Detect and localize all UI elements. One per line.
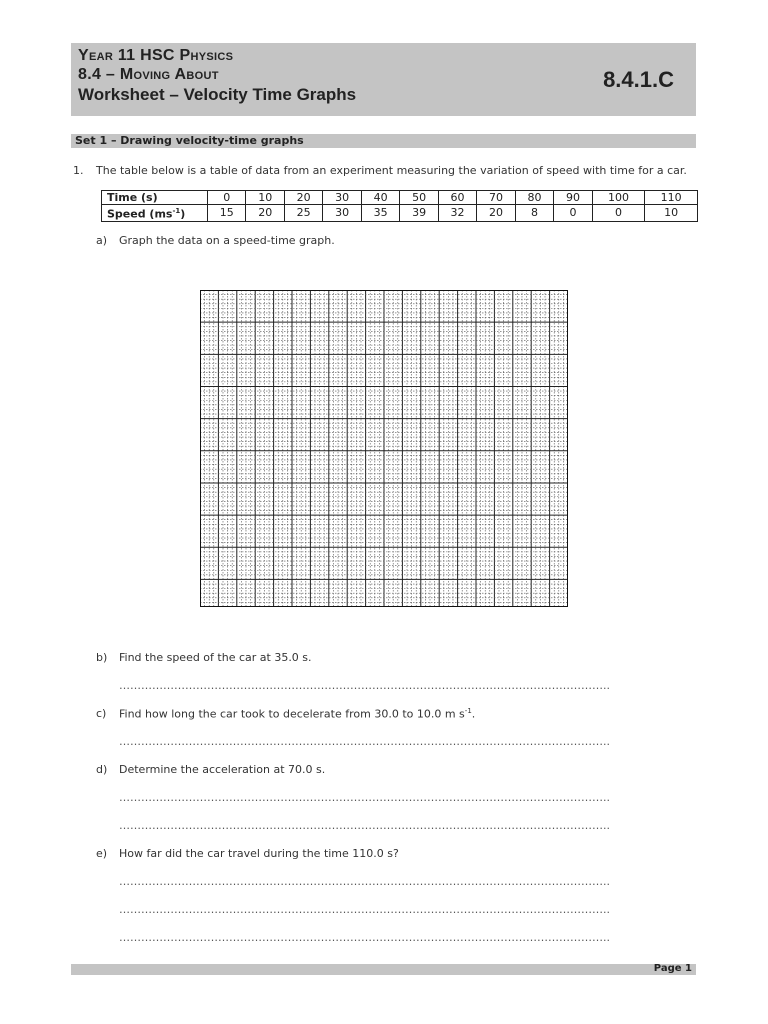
answer-line: …………………………………………………………………………………………………………………….. [119,931,610,944]
speed-cell: 15 [208,205,246,222]
speed-cell: 8 [515,205,553,222]
speed-cell: 32 [438,205,476,222]
page-number: Page 1 [653,963,692,974]
answer-line: …………………………………………………………………………………………………………………….. [119,735,610,748]
part-a-text: Graph the data on a speed-time graph. [119,234,335,247]
page-footer [71,964,696,975]
worksheet-code: 8.4.1.C [603,67,674,92]
question-1-text: The table below is a table of data from an experiment measuring the variation of speed with time for a car. [96,164,687,177]
part-d-text: Determine the acceleration at 70.0 s. [119,763,326,776]
speed-cell: 39 [400,205,438,222]
part-a-label: a) [96,234,108,247]
answer-line: …………………………………………………………………………………………………………………….. [119,903,610,916]
speed-cell: 0 [592,205,645,222]
set-heading: Set 1 – Drawing velocity-time graphs [75,134,304,147]
answer-line: …………………………………………………………………………………………………………………….. [119,819,610,832]
time-cell: 100 [592,191,645,205]
time-header: Time (s) [102,191,208,205]
speed-row [102,205,698,222]
answer-line: …………………………………………………………………………………………………………………….. [119,875,610,888]
time-cell: 60 [438,191,476,205]
speed-cell: 25 [284,205,322,222]
time-cell: 40 [361,191,399,205]
speed-cell: 35 [361,205,399,222]
speed-cell: 20 [477,205,515,222]
speed-cell: 20 [246,205,284,222]
part-c-text: Find how long the car took to decelerate from 30.0 to 10.0 m $s^{-1}$. [119,707,476,721]
time-cell: 0 [208,191,246,205]
part-e-label: e) [96,847,108,860]
time-cell: 20 [284,191,322,205]
answer-line: …………………………………………………………………………………………………………………….. [119,679,610,692]
course-title: Year 11 HSC Physics [78,47,234,64]
answer-line: …………………………………………………………………………………………………………………….. [119,791,610,804]
graph-grid [200,290,569,608]
part-b-label: b) [96,651,108,664]
question-1-number: 1. [73,164,84,177]
speed-cell: 10 [645,205,698,222]
time-row [102,191,698,205]
time-cell: 90 [554,191,592,205]
time-cell: 10 [246,191,284,205]
time-cell: 110 [645,191,698,205]
speed-header: Speed $(ms^{-1})$ [102,205,208,222]
speed-cell: 0 [554,205,592,222]
topic-title: 8.4 – Moving About [78,66,219,83]
grid-lines [200,290,568,607]
part-b-text: Find the speed of the car at 35.0 s. [119,651,312,664]
time-cell: 80 [515,191,553,205]
time-cell: 30 [323,191,361,205]
data-table [101,190,698,222]
time-cell: 50 [400,191,438,205]
part-c-label: c) [96,707,107,720]
set-heading-bar [71,134,696,148]
worksheet-header [71,43,696,116]
part-d-label: d) [96,763,108,776]
time-cell: 70 [477,191,515,205]
part-e-text: How far did the car travel during the time 110.0 s? [119,847,399,860]
speed-cell: 30 [323,205,361,222]
worksheet-title: Worksheet – Velocity Time Graphs [78,85,357,104]
